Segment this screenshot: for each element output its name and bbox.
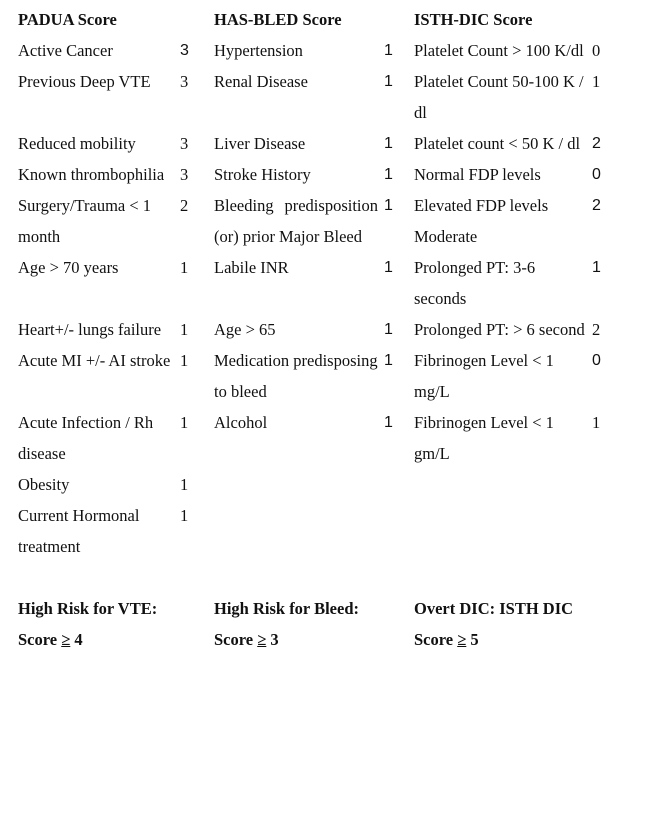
isth-label: Normal FDP levels [414, 165, 541, 184]
hasbled-header: HAS-BLED Score [214, 10, 342, 29]
hasbled-score: 1 [384, 197, 393, 214]
hasbled-label: Hypertension [214, 41, 303, 60]
isth-header: ISTH-DIC Score [414, 10, 533, 29]
padua-score: 3 [180, 42, 189, 59]
isth-score: 0 [592, 41, 601, 60]
padua-score: 3 [180, 134, 189, 153]
padua-header: PADUA Score [18, 10, 117, 29]
table-row [12, 128, 632, 159]
padua-label: Age > 70 years [18, 258, 119, 277]
hasbled-label: Labile INR [214, 258, 289, 277]
isth-score: 0 [592, 166, 601, 183]
table-row [12, 469, 632, 500]
isth-label: Fibrinogen Level < 1 mg/L [414, 351, 554, 401]
table-row [12, 159, 632, 190]
header-row [12, 4, 632, 35]
hasbled-label: Alcohol [214, 413, 268, 432]
padua-score: 1 [180, 475, 189, 494]
padua-score: 3 [180, 72, 189, 91]
footer-row [12, 593, 632, 655]
padua-label: Obesity [18, 475, 70, 494]
hasbled-score: 1 [384, 42, 393, 59]
isth-label: Elevated FDP levels Moderate [414, 196, 549, 246]
hasbled-label: Medication predisposing to bleed [214, 351, 378, 401]
isth-score: 2 [592, 135, 601, 152]
hasbled-label: Renal Disease [214, 72, 308, 91]
hasbled-label: Liver Disease [214, 134, 306, 153]
hasbled-label: Age > 65 [214, 320, 276, 339]
padua-label: Acute Infection / Rh disease [18, 413, 154, 463]
table-row [12, 345, 632, 407]
isth-label: Platelet count < 50 K / dl [414, 134, 581, 153]
isth-score: 1 [592, 259, 601, 276]
hasbled-score: 1 [384, 321, 393, 338]
hasbled-score: 1 [384, 135, 393, 152]
isth-label: Fibrinogen Level < 1 gm/L [414, 413, 554, 463]
hasbled-score: 1 [384, 73, 393, 90]
isth-score: 2 [592, 320, 601, 339]
padua-score: 1 [180, 351, 189, 370]
table-row [12, 500, 632, 562]
isth-score: 2 [592, 197, 601, 214]
isth-score: 1 [592, 413, 601, 432]
isth-score: 0 [592, 352, 601, 369]
hasbled-threshold: High Risk for Bleed: Score ≥ 3 [214, 599, 359, 649]
padua-score: 1 [180, 320, 189, 339]
table-row [12, 66, 632, 128]
isth-label: Prolonged PT: > 6 second [414, 320, 585, 339]
padua-label: Reduced mobility [18, 134, 136, 153]
hasbled-score: 1 [384, 259, 393, 276]
isth-label: Platelet Count > 100 K/dl [414, 41, 584, 60]
padua-label: Current Hormonal treatment [18, 506, 140, 556]
padua-score: 2 [180, 196, 189, 215]
table-row [12, 407, 632, 469]
padua-label: Surgery/Trauma < 1 month [18, 196, 152, 246]
padua-label: Acute MI +/- AI stroke [18, 351, 171, 370]
isth-label: Platelet Count 50-100 K / dl [414, 72, 584, 122]
table-row [12, 314, 632, 345]
hasbled-score: 1 [384, 166, 393, 183]
padua-threshold: High Risk for VTE: Score ≥ 4 [18, 599, 158, 649]
padua-label: Known thrombophilia [18, 165, 165, 184]
isth-score: 1 [592, 72, 601, 91]
isth-label: Prolonged PT: 3-6 seconds [414, 258, 536, 308]
padua-label: Previous Deep VTE [18, 72, 151, 91]
padua-score: 3 [180, 165, 189, 184]
padua-label: Heart+/- lungs failure [18, 320, 162, 339]
padua-score: 1 [180, 258, 189, 277]
isth-threshold: Overt DIC: ISTH DIC Score ≥ 5 [414, 599, 574, 649]
padua-score: 1 [180, 506, 189, 525]
score-table [12, 4, 632, 655]
hasbled-score: 1 [384, 414, 393, 431]
table-row [12, 252, 632, 314]
padua-score: 1 [180, 413, 189, 432]
hasbled-label: Stroke History [214, 165, 311, 184]
hasbled-score: 1 [384, 352, 393, 369]
padua-label: Active Cancer [18, 41, 113, 60]
hasbled-label: Bleeding predisposition (or) prior Major Bleed [214, 196, 378, 246]
table-row [12, 35, 632, 66]
table-row [12, 190, 632, 252]
